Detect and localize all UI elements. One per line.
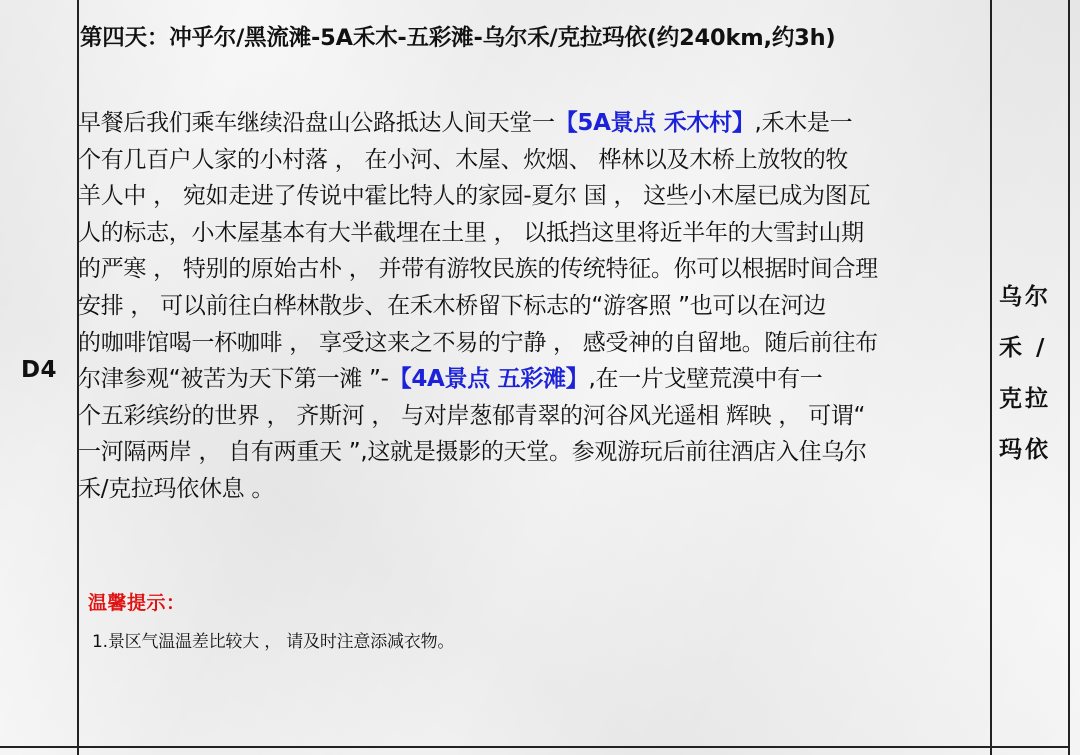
description-line (78, 288, 990, 325)
description-line (78, 178, 990, 215)
description-text: 的咖啡馆喝一杯咖啡 ， 享受这来之不易的宁静 ， 感受神的自留地。随后前往布 (78, 329, 878, 356)
day-title: 第四天：冲乎尔/黑流滩-5A禾木-五彩滩-乌尔禾/克拉玛依(约240km,约3h) (80, 25, 836, 51)
tips-heading: 温馨提示： (88, 592, 186, 614)
description-line (78, 105, 990, 142)
description-text: 早餐后我们乘车继续沿盘山公路抵达人间天堂一 (78, 110, 555, 136)
attraction-highlight: 【5A景点 禾木村】 (554, 110, 755, 136)
description-text: 的严寒 ， 特别的原始古朴 ， 并带有游牧民族的传统特征。你可以根据时间合理 (78, 256, 878, 283)
description-text: ,在一片戈壁荒漠中有一 (588, 366, 823, 393)
attraction-highlight: 【4A景点 五彩滩】 (388, 366, 589, 393)
accommodation-cell (991, 0, 1068, 746)
accommodation-location: 乌尔禾 / 克拉玛依 (999, 284, 1051, 463)
description-line (78, 434, 990, 471)
description-text: 羊人中 ， 宛如走进了传说中霍比特人的家园-夏尔 国 ， 这些小木屋已成为图瓦 (78, 183, 871, 210)
description-text: 个五彩缤纷的世界 ， 齐斯河 ， 与对岸葱郁青翠的河谷风光遥相 辉映 ， 可谓“ (78, 402, 866, 429)
description-line (78, 398, 990, 435)
tip-item: 1.景区气温温差比较大 ， 请及时注意添减衣物。 (92, 632, 455, 652)
table-border-right (1068, 0, 1070, 755)
day-cell (0, 0, 78, 746)
table-border-bottom (0, 746, 1070, 748)
description-text: 个有几百户人家的小村落 ， 在小河、木屋、炊烟、 桦林以及木桥上放牧的牧 (78, 146, 849, 173)
description-line (78, 361, 990, 398)
itinerary-cell (78, 0, 990, 746)
description-line (78, 325, 990, 362)
description-text: 安排 ， 可以前往白桦林散步、在禾木桥留下标志的“游客照 ”也可以在河边 (78, 292, 826, 319)
itinerary-description (78, 105, 990, 508)
description-line (78, 142, 990, 179)
description-text: 一河隔两岸 ， 自有两重天 ”,这就是摄影的天堂。参观游玩后前往酒店入住乌尔 (78, 439, 867, 466)
description-line (78, 471, 990, 508)
description-text: ,禾木是一 (754, 110, 853, 136)
description-line (78, 215, 990, 252)
day-label: D4 (20, 357, 58, 383)
description-text: 禾/克拉玛依休息 。 (78, 475, 275, 502)
description-text: 尔津参观“被苦为天下第一滩 ”- (78, 366, 389, 393)
description-text: 人的标志，小木屋基本有大半截埋在土里 ， 以抵挡这里将近半年的大雪封山期 (78, 219, 864, 246)
description-line (78, 251, 990, 288)
